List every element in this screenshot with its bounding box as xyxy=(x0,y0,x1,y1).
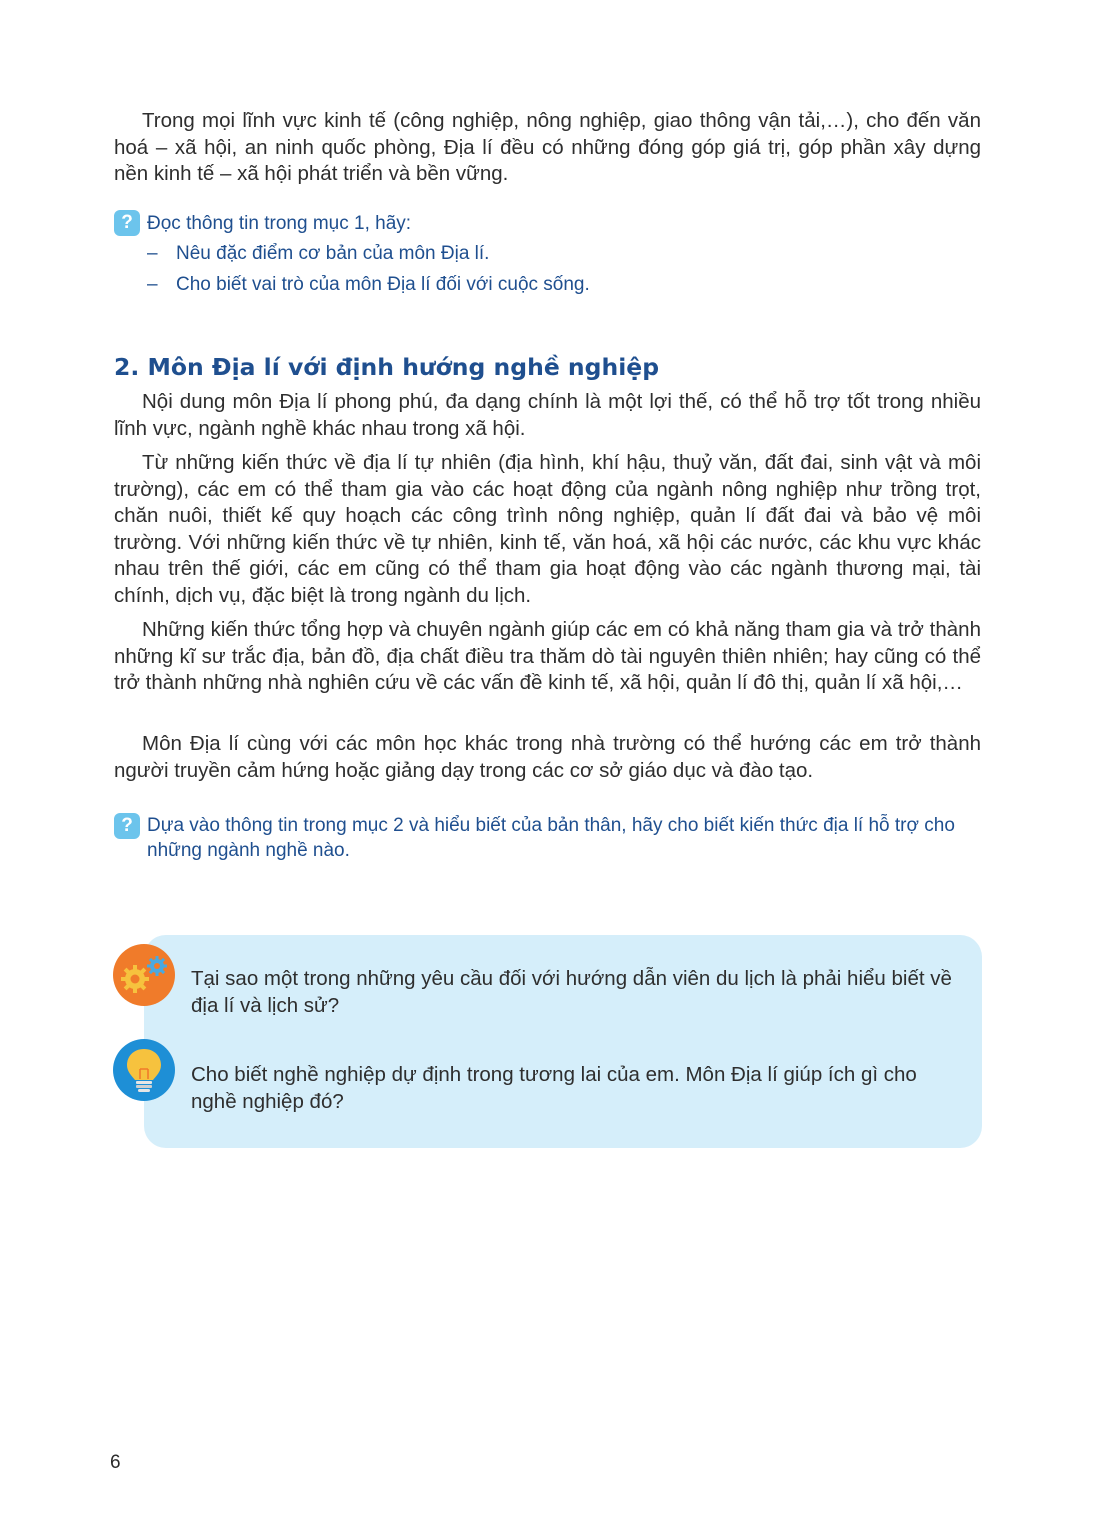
section-2-paragraph: Nội dung môn Địa lí phong phú, đa dạng chính là một lợi thế, có thể hỗ trợ tốt trong nhiều lĩnh vực, ngành nghề khác nhau trong xã hội. xyxy=(114,390,981,440)
section-2-heading: 2. Môn Địa lí với định hướng nghề nghiệp xyxy=(114,353,660,381)
dash-bullet: – xyxy=(147,274,158,295)
page-number: 6 xyxy=(110,1452,121,1473)
question-1-intro: Đọc thông tin trong mục 1, hãy: xyxy=(147,213,412,234)
gears-icon xyxy=(113,944,175,1006)
activity-item-1-text: Tại sao một trong những yêu cầu đối với hướng dẫn viên du lịch là phải hiểu biết về địa lí và lịch sử? xyxy=(191,967,952,1017)
section-2-paragraph: Môn Địa lí cùng với các môn học khác trong nhà trường có thể hướng các em trở thành người truyền cảm hứng hoặc giảng dạy trong các cơ sở giáo dục và đào tạo. xyxy=(114,732,981,782)
question-1 xyxy=(114,210,984,300)
question-2-text: Dựa vào thông tin trong mục 2 và hiểu biết của bản thân, hãy cho biết kiến thức địa lí hỗ trợ cho những ngành nghề nào. xyxy=(147,815,955,861)
question-1-item-text: Nêu đặc điểm cơ bản của môn Địa lí. xyxy=(176,243,490,264)
question-2 xyxy=(114,813,984,863)
question-1-item xyxy=(114,269,984,300)
section-2-paragraph: Những kiến thức tổng hợp và chuyên ngành giúp các em có khả năng tham gia và trở thành những kĩ sư trắc địa, bản đồ, địa chất điều tra thăm dò tài nguyên thiên nhiên; hay cũng có thể trở thành những nhà nghiên cứu về các vấn đề kinh tế, xã hội, quản lí đô thị, quản lí xã hội,… xyxy=(114,618,981,694)
question-1-item-text: Cho biết vai trò của môn Địa lí đối với cuộc sống. xyxy=(176,274,590,295)
dash-bullet: – xyxy=(147,243,158,264)
question-mark-icon: ? xyxy=(114,813,140,839)
question-mark-icon: ? xyxy=(114,210,140,236)
intro-paragraph: Trong mọi lĩnh vực kinh tế (công nghiệp, nông nghiệp, giao thông vận tải,…), cho đến văn hoá – xã hội, an ninh quốc phòng, Địa lí đều có những đóng góp giá trị, góp phần xây dựng nền kinh tế – xã hội phát triển và bền vững. xyxy=(114,109,981,185)
activity-item-2-text: Cho biết nghề nghiệp dự định trong tương lai của em. Môn Địa lí giúp ích gì cho nghề nghiệp đó? xyxy=(191,1063,917,1113)
section-2-paragraph: Từ những kiến thức về địa lí tự nhiên (địa hình, khí hậu, thuỷ văn, đất đai, sinh vật và môi trường), các em có thể tham gia vào các hoạt động của ngành nông nghiệp như trồng trọt, chăn nuôi, thiết kế quy hoạch các công trình nông nghiệp, quản lí đất đai và bảo vệ môi trường. Với những kiến thức về tự nhiên, kinh tế, văn hoá, xã hội các nước, các khu vực khác nhau trên thế giới, các em cũng có thể tham gia hoạt động vào các ngành thương mại, tài chính, dịch vụ, đặc biệt là trong ngành du lịch. xyxy=(114,451,981,607)
question-1-item xyxy=(114,238,984,269)
lightbulb-icon xyxy=(113,1039,175,1101)
